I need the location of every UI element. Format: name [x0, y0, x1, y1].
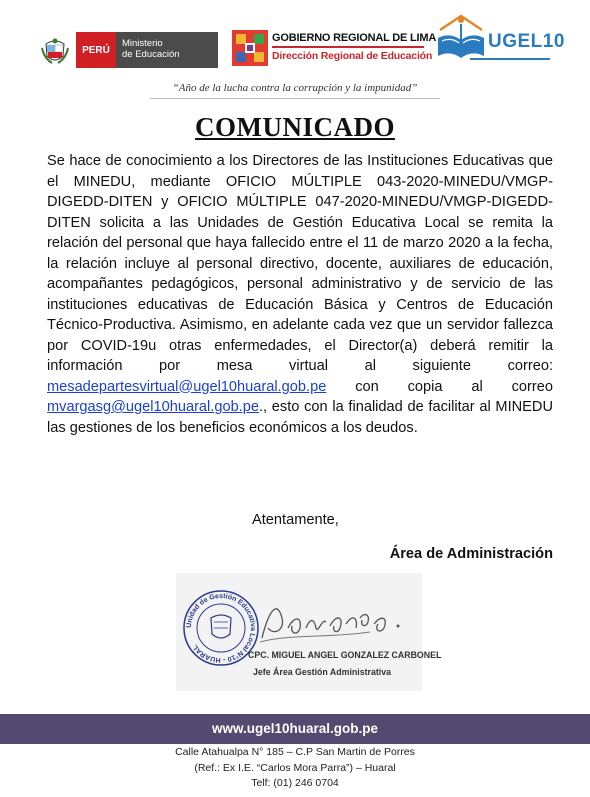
footer-website[interactable]: www.ugel10huaral.gob.pe [211, 721, 379, 736]
ministry-line-2: de Educación [122, 49, 180, 60]
peru-label: PERÚ [76, 32, 116, 68]
gore-subtitle: Dirección Regional de Educación [272, 50, 433, 62]
document-title-text: COMUNICADO [195, 112, 395, 142]
signer-role: Jefe Área Gestión Administrativa [253, 667, 392, 677]
footer-address: Calle Atahualpa N° 185 – C.P San Martin de Porres [175, 746, 415, 758]
letterhead [0, 0, 590, 82]
ministry-name [116, 32, 218, 68]
ugel-book-icon [432, 10, 490, 70]
motto-divider [150, 98, 440, 99]
email-link-mvargasg[interactable]: mvargasg@ugel10huaral.gob.pe [47, 399, 259, 415]
handwritten-signature [260, 598, 405, 646]
body-paragraph-1: Se hace de conocimiento a los Directores de las Instituciones Educativas que el MINEDU, mediante OFICIO MÚLTIPLE 043-2020-MINEDU/VMGP-DIGEDD-DITEN y OFICIO MÚLTIPLE 047-2020-MINEDU/VMGP-DIGEDD-DITEN solicita a las Unidades de Gestión Educativa Local se remita la relación del personal que haya fallecido entre el 11 de marzo 2020 a la fecha, la relación incluye al personal directivo, docente, auxiliares de educación, acompañantes pedagógicos, personal administrativo y de servicio de las instituciones educativas de Educación Básica y Centros de Educación Técnico-Productiva. Asimismo, en adelante cada vez que un servidor fallezca por COVID-19u otras enfermedades, el Director(a) deberá remitir la información por mesa virtual al siguiente correo: [47, 153, 553, 374]
ugel-underline [470, 58, 550, 60]
closing-regards: Atentamente, [252, 512, 339, 528]
gore-title: GOBIERNO REGIONAL DE LIMA [272, 32, 424, 48]
email-link-mesa-partes[interactable]: mesadepartesvirtual@ugel10huaral.gob.pe [47, 378, 327, 395]
year-motto: “Año de la lucha contra la corrupción y la impunidad” [172, 82, 418, 94]
stamp-text: Unidad de Gestión Educativa Local N°10 - HUARAL [185, 592, 257, 664]
footer-reference: (Ref.: Ex I.E. “Carlos Mora Parra”) – Huaral [194, 762, 396, 774]
body-paragraph-2: con copia al correo [355, 378, 553, 395]
issuing-area: Área de Administración [389, 546, 553, 562]
minedu-logo [76, 32, 218, 68]
ministry-line-1: Ministerio [122, 38, 163, 49]
body-paragraph-3: ., esto con la finalidad de facilitar al MINEDU las gestiones de los beneficios económicos a los deudos. [47, 399, 553, 436]
signer-name: CPC. MIGUEL ANGEL GONZALEZ CARBONEL [248, 650, 442, 660]
peru-coat-of-arms-icon [40, 36, 70, 66]
regional-government-logo [272, 32, 437, 62]
footer-phone: Telf: (01) 246 0704 [251, 777, 339, 789]
regional-government-emblem-icon [230, 28, 270, 68]
ugel-label: UGEL10 [488, 31, 565, 52]
document-title [0, 112, 590, 143]
announcement-body [47, 151, 553, 438]
